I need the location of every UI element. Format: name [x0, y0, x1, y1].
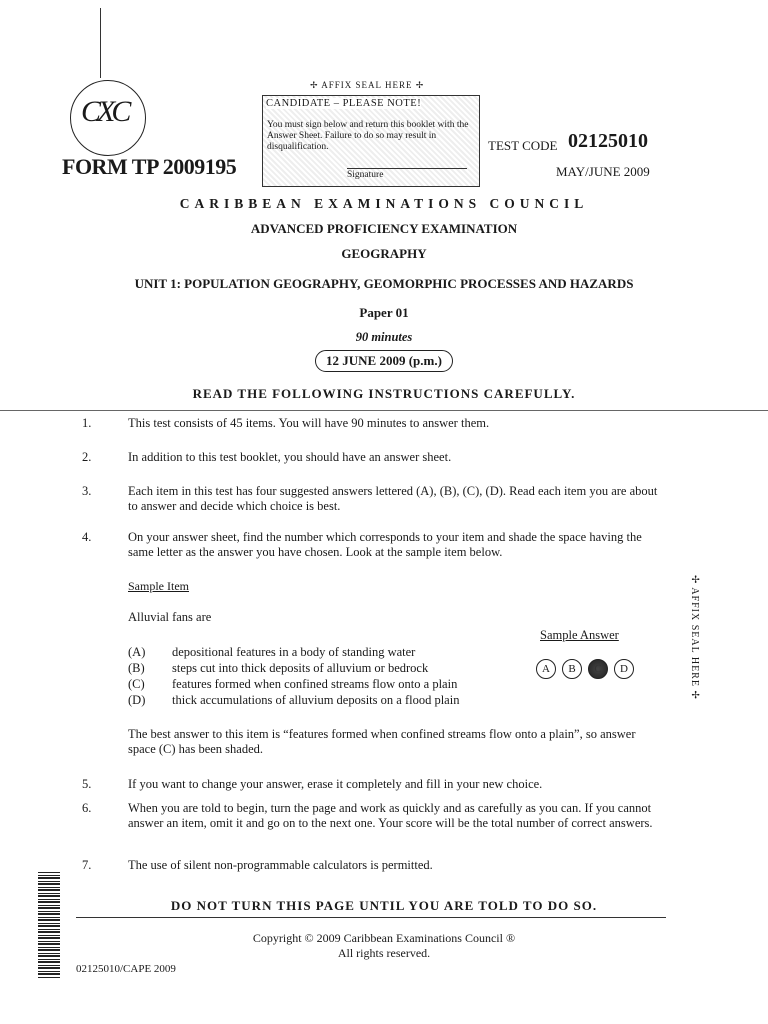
answer-bubble-d: D [614, 659, 634, 679]
instruction-text: In addition to this test booklet, you should have an answer sheet. [128, 450, 452, 464]
exam-date: 12 JUNE 2009 (p.m.) [315, 350, 453, 372]
subject-title: GEOGRAPHY [341, 246, 427, 261]
notice-title: CANDIDATE – PLEASE NOTE! [266, 98, 422, 109]
test-code-value: 02125010 [568, 130, 648, 152]
read-instructions-heading: READ THE FOLLOWING INSTRUCTIONS CAREFULLY. [192, 386, 576, 401]
option-text: features formed when confined streams flow onto a plain [172, 677, 458, 691]
instruction-number: 3. [82, 484, 92, 498]
footer-divider [76, 917, 666, 918]
sample-stem: Alluvial fans are [128, 610, 212, 624]
instruction-text: Each item in this test has four suggested answers lettered (A), (B), (C), (D). Read each item you are about to answer and decide which choice is best. [128, 484, 658, 513]
instruction-text: This test consists of 45 items. You will have 90 minutes to answer them. [128, 416, 490, 430]
unit-title: UNIT 1: POPULATION GEOGRAPHY, GEOMORPHIC PROCESSES AND HAZARDS [134, 276, 634, 291]
instruction-text: The use of silent non-programmable calculators is permitted. [128, 858, 433, 872]
barcode [38, 872, 60, 978]
paper-number: Paper 01 [359, 305, 409, 320]
instruction-text: On your answer sheet, find the number which corresponds to your item and shade the space having the same letter as the answer you have chosen. Look at the sample item below. [128, 530, 642, 559]
sample-answer-label: Sample Answer [540, 628, 619, 642]
do-not-turn-notice: DO NOT TURN THIS PAGE UNTIL YOU ARE TOLD TO DO SO. [170, 898, 598, 913]
paper-code: 02125010/CAPE 2009 [76, 963, 176, 975]
option-text: depositional features in a body of standing water [172, 645, 416, 659]
rights-reserved: All rights reserved. [337, 946, 431, 960]
exam-session: MAY/JUNE 2009 [556, 164, 650, 179]
copyright: Copyright © 2009 Caribbean Examinations Council ® [252, 931, 516, 945]
affix-seal-side: ✢ AFFIX SEAL HERE ✢ [689, 575, 700, 700]
answer-bubbles [536, 659, 636, 679]
option-letter: (C) [128, 677, 145, 691]
exam-title: ADVANCED PROFICIENCY EXAMINATION [250, 221, 518, 236]
notice-body: You must sign below and return this booklet with the Answer Sheet. Failure to do so may result in disqualification. [267, 120, 469, 152]
side-seal-wrap [690, 575, 704, 710]
instruction-text: If you want to change your answer, erase it completely and fill in your new choice. [128, 777, 543, 791]
answer-bubble-b: B [562, 659, 582, 679]
instruction-number: 1. [82, 416, 92, 430]
signature-label: Signature [347, 170, 384, 180]
exam-date-wrap [0, 350, 768, 372]
answer-bubble-a: A [536, 659, 556, 679]
form-number: FORM TP 2009195 [62, 154, 237, 179]
instruction-number: 7. [82, 858, 92, 872]
duration: 90 minutes [355, 330, 413, 344]
option-text: steps cut into thick deposits of alluvium or bedrock [172, 661, 429, 675]
option-letter: (B) [128, 661, 145, 675]
scan-marks [100, 8, 131, 78]
divider [0, 410, 768, 411]
signature-line [347, 168, 467, 169]
instruction-number: 2. [82, 450, 92, 464]
logo-text: CXC [81, 95, 128, 128]
option-text: thick accumulations of alluvium deposits on a flood plain [172, 693, 460, 707]
cxc-logo [70, 80, 146, 156]
sample-explanation: The best answer to this item is “features formed when confined streams flow onto a plain”, so answer space (C) has been shaded. [128, 727, 636, 756]
option-letter: (A) [128, 645, 146, 659]
instruction-number: 6. [82, 801, 92, 815]
sample-item-title: Sample Item [128, 579, 189, 593]
instruction-number: 5. [82, 777, 92, 791]
answer-bubble-c-shaded: C [588, 659, 608, 679]
council-title: CARIBBEAN EXAMINATIONS COUNCIL [179, 196, 589, 211]
instruction-text: When you are told to begin, turn the page and work as quickly and as carefully as you can. If you cannot answer an item, omit it and go on to the next one. Your score will be the total number of correct answers. [128, 801, 653, 830]
candidate-notice-box [262, 95, 480, 187]
test-code-label: TEST CODE [488, 138, 558, 153]
instruction-number: 4. [82, 530, 92, 544]
affix-seal-top: ✢ AFFIX SEAL HERE ✢ [310, 80, 425, 90]
option-letter: (D) [128, 693, 146, 707]
